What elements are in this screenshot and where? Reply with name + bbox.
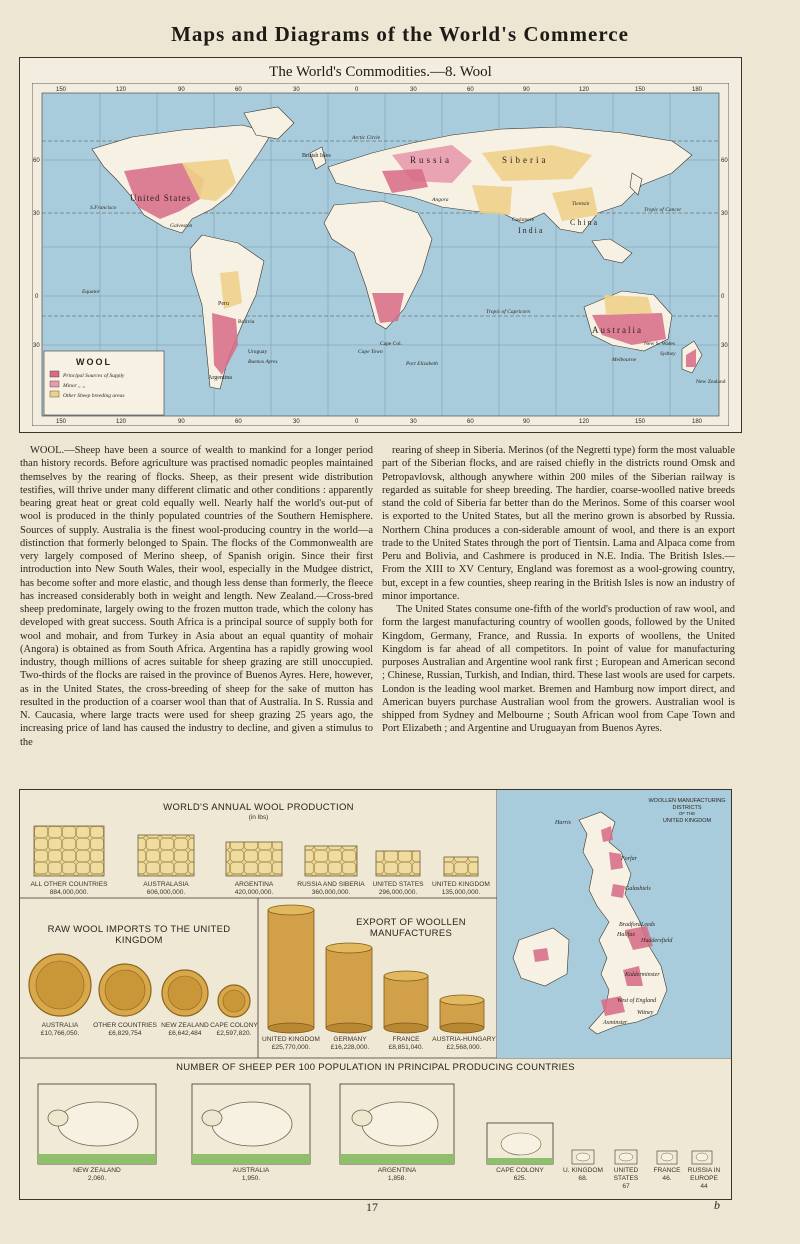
uk-place-label: West of England — [617, 998, 657, 1004]
bale-stack-australasia — [138, 835, 194, 876]
uk-place-label: Bradford — [619, 922, 641, 928]
sheep-new-zealand — [38, 1084, 156, 1164]
place-label: Melbourne — [612, 357, 637, 363]
imports-label: AUSTRALIA £10,766,050. — [40, 1022, 80, 1037]
lat-label: 30 — [33, 343, 40, 349]
bale-stack-argentina — [226, 842, 282, 876]
uk-place-label: Forfar — [621, 856, 638, 862]
uk-place-label: Harris — [555, 820, 572, 826]
lat-label: 30 — [33, 211, 40, 217]
sheep-label: UNITED STATES 67 — [613, 1167, 639, 1190]
imports-label: CAPE COLONY £2,597,820. — [210, 1022, 258, 1037]
bale-stack-us — [376, 851, 420, 876]
exports-label: FRANCE £8,851,040. — [388, 1036, 424, 1051]
legend-item: Minor „ „ — [63, 383, 86, 389]
sheep-russia — [692, 1151, 712, 1164]
uk-place-label: Leeds — [641, 922, 655, 928]
production-label: UNITED KINGDOM 135,000,000. — [432, 881, 490, 896]
bale-stack-all-other — [34, 826, 104, 876]
place-label: British Isles — [302, 153, 331, 159]
lon-label: 0 — [355, 87, 359, 93]
place-label: Siberia — [502, 155, 549, 165]
sheep-france — [657, 1151, 677, 1164]
paragraph: WOOL.—Sheep have been a source of wealth to mankind for a longer period than history records. Before agriculture was practised nomadic peoples maintained themselves by the rearing of flocks. Sheep, as their present wide distribution testifies, will thrive under many different climatic and other conditions : apparently bearing great heat or great cold equally well. Nearly half the world's out-put of wool is produced in the thinly populated countries of the Southern Hemisphere. Sources of supply. Australia is the finest wool-producing country in the world—a distinction that formerly belonged to Spain. The flocks of the Commonwealth are very largely composed of Merino sheep, of Spanish origin. Since their first introduction into New South Wales, their wool, especially in the Mudgee district, has become softer and more elastic, and though less dense than formerly, the fleece has increased considerably both in weight and length. New Zealand.—Cross-bred sheep predominate, largely owing to the frozen mutton trade, which the colony has developed with great success. South Africa is a principal source of supply both for wool and mohair, and from Turkey in Asia about an equal quantity of mohair (Angora) is obtained as from South Africa. Argentina has a rapidly growing wool industry, though millions of acres suitable for sheep grazing are still unoccupied. Two-thirds of the flocks are raised in the province of Buenos Ayres. Here, however, as in the United States, the cross-breeding of sheep for the sake of mutton has resulted in the production of a coarser wool than that of Australia. In S. Russia and N. Caucasia, where large tracts were used for sheep grazing 25 years ago, the increasing price of land has caused the industry to decline, and given a stimulus to the — [20, 445, 373, 748]
place-label: Argentina — [208, 375, 232, 381]
lon-label: 30 — [293, 419, 300, 425]
place-label: Tientsin — [572, 201, 590, 207]
imports-title: RAW WOOL IMPORTS TO THE UNITED KINGDOM — [47, 924, 231, 946]
paragraph: The United States consume one-fifth of the world's production of raw wool, and form the largest manufacturing country of woollen goods, followed by the United Kingdom, Germany, France, and Russia. In exports of woollens, the United Kingdom is far ahead of all competitors. In point of value for manufacturing purposes Australian and Argentine wool rank first ; European and American second ; Chinese, Russian, Turkish, and Indian, third. These last wools are used for carpets. London is the leading wool market. Bremen and Hamburg now import direct, and American buyers purchase Australian wool from the growers. Australian wool is shipped from Sydney and Melbourne ; South African wool from Cape Town and Port Elizabeth ; and Argentine and Uruguayan from Buenos Ayres. — [382, 604, 735, 735]
lat-label: 60 — [33, 158, 40, 164]
lon-label: 90 — [178, 87, 185, 93]
lon-label: 30 — [293, 87, 300, 93]
uk-place-label: Huddersfield — [641, 938, 673, 944]
production-unit: (in lbs) — [248, 814, 269, 821]
text-column-right — [382, 444, 735, 736]
diagram-panel — [19, 789, 732, 1200]
place-label: S.Francisco — [90, 205, 117, 211]
place-label: Cape Town — [358, 349, 383, 355]
lon-label: 150 — [56, 87, 67, 93]
arctic-circle-label: Arctic Circle — [352, 135, 381, 141]
equator-label: Equator — [82, 289, 101, 295]
tropic-capricorn-label: Tropic of Capricorn — [486, 309, 531, 315]
lat-label: 60 — [721, 158, 728, 164]
paragraph: rearing of sheep in Siberia. Merinos (of the Negretti type) form the most valuable part of the Siberian flocks, and are raised chiefly in the districts round Omsk and Petropavlovsk, although anywhere within 200 miles of the Siberian railway is regarded as suitable for sheep breeding. The hardier, coarse-woolled native breeds stand the cold of Siberia far better than do the Merinos. Some of this coarser wool is exported to the United States, but all the merino grown is absorbed by Russia. Northern China produces a con-siderable amount of wool, and there is an export trade to the United States through the port of Tientsin. Lama and Alpaca come from Peru and Bolivia, and Cashmere is produced in N.E. India. The British Isles.—From the XIII to XV Century, England was foremost as a wool-growing country, but, except in a few counties, sheep rearing in the British Isles is now an industry of minor importance. — [382, 445, 735, 602]
exports-label: UNITED KINGDOM £25,770,000. — [262, 1036, 320, 1051]
exports-label: AUSTRIA-HUNGARY £2,568,000. — [432, 1036, 496, 1051]
bale-stack-uk — [444, 857, 478, 876]
page-letter: b — [714, 1198, 720, 1212]
production-label: RUSSIA AND SIBERIA 360,000,000. — [297, 881, 365, 896]
page-number: 17 — [366, 1200, 378, 1214]
place-label: United States — [130, 193, 192, 203]
uk-map-title: WOOLLEN MANUFACTURING — [648, 798, 726, 804]
imports-label: NEW ZEALAND £6,642,484 — [161, 1022, 209, 1037]
place-label: New Zealand — [696, 379, 726, 385]
uk-place-label: Galashiels — [625, 886, 651, 892]
sheep-label: NEW ZEALAND 2,060. — [73, 1167, 121, 1182]
sheep-cape-colony — [487, 1123, 553, 1164]
lon-label: 60 — [235, 87, 242, 93]
uk-map-title: OF THE — [678, 811, 696, 816]
lon-label: 90 — [523, 87, 530, 93]
sheep-label: AUSTRALIA 1,950. — [232, 1167, 270, 1182]
lon-label: 150 — [56, 419, 67, 425]
lon-label: 60 — [467, 419, 474, 425]
world-wool-map — [19, 57, 742, 433]
uk-place-label: Kidderminster — [625, 972, 660, 978]
lon-label: 0 — [355, 419, 359, 425]
production-label: AUSTRALASIA 606,000,000. — [143, 881, 189, 896]
legend-title: WOOL — [76, 357, 112, 367]
place-label: New S. Wales — [644, 341, 675, 347]
sheep-argentina — [340, 1084, 454, 1164]
stack-france — [384, 971, 428, 1033]
production-title: WORLD'S ANNUAL WOOL PRODUCTION — [163, 802, 354, 813]
lon-label: 150 — [635, 87, 646, 93]
sheep-label: ARGENTINA 1,858. — [377, 1167, 417, 1182]
place-label: Port Elizabeth — [406, 361, 438, 367]
sheep-u-kingdom — [572, 1150, 594, 1164]
place-label: Cashmere — [512, 217, 534, 223]
lat-label: 0 — [721, 294, 725, 300]
stack-austria-hungary — [440, 995, 484, 1033]
legend-item: Principal Sources of Supply — [63, 373, 125, 379]
legend-item: Other Sheep breeding areas — [63, 393, 125, 399]
place-label: Uruguay — [248, 349, 268, 355]
lon-label: 30 — [410, 419, 417, 425]
lon-label: 180 — [692, 419, 703, 425]
place-label: Cape Col. — [380, 341, 402, 347]
place-label: Sydney — [660, 351, 676, 357]
lon-label: 120 — [579, 419, 590, 425]
map-title: The World's Commodities.—8. Wool — [269, 64, 492, 80]
sheep-label: RUSSIA IN EUROPE 44 — [687, 1167, 721, 1190]
map-legend — [44, 351, 164, 415]
sheep-australia — [192, 1084, 310, 1164]
uk-map-title: DISTRICTS — [672, 805, 702, 811]
sheep-united-states — [615, 1150, 637, 1164]
uk-wool-map — [497, 790, 731, 1058]
page-title: Maps and Diagrams of the World's Commerce — [171, 22, 629, 46]
bale-stack-russia — [305, 846, 357, 876]
place-label: Angora — [432, 197, 449, 203]
place-label: Peru — [218, 301, 229, 307]
lon-label: 60 — [235, 419, 242, 425]
lon-label: 120 — [579, 87, 590, 93]
production-label: ALL OTHER COUNTRIES 884,000,000. — [30, 881, 108, 896]
place-label: India — [518, 226, 545, 235]
tropic-cancer-label: Tropic of Cancer — [644, 207, 682, 213]
place-label: Galveston — [170, 223, 193, 229]
coin-stacks — [258, 898, 497, 1058]
exports-label: GERMANY £16,228,000. — [330, 1036, 370, 1051]
imports-label: OTHER COUNTRIES £6,829,754 — [93, 1022, 157, 1037]
stack-united-kingdom — [268, 905, 314, 1033]
sheep-label: FRANCE 46. — [653, 1167, 681, 1182]
lon-label: 30 — [410, 87, 417, 93]
lon-label: 180 — [692, 87, 703, 93]
lat-label: 0 — [35, 294, 39, 300]
lat-label: 30 — [721, 211, 728, 217]
stack-germany — [326, 943, 372, 1033]
place-label: Buenos Ayres — [248, 359, 278, 365]
text-column-left — [20, 444, 373, 749]
sheep-label: CAPE COLONY 625. — [496, 1167, 544, 1182]
exports-title: EXPORT OF WOOLLEN MANUFACTURES — [356, 917, 466, 939]
lon-label: 150 — [635, 419, 646, 425]
sheep-label: U. KINGDOM 68. — [563, 1167, 603, 1182]
lon-label: 60 — [467, 87, 474, 93]
uk-place-label: Witney — [637, 1010, 654, 1016]
production-label: ARGENTINA 420,000,000. — [234, 881, 274, 896]
lon-label: 90 — [178, 419, 185, 425]
place-label: China — [570, 218, 600, 227]
world-map-graphic — [32, 83, 729, 426]
lon-label: 90 — [523, 419, 530, 425]
place-label: Bolivia — [238, 319, 255, 325]
place-label: Russia — [410, 155, 453, 165]
lon-label: 120 — [116, 419, 127, 425]
sheep-title: NUMBER OF SHEEP PER 100 POPULATION IN PRINCIPAL PRODUCING COUNTRIES — [176, 1062, 575, 1073]
uk-place-label: Axminster — [603, 1020, 628, 1026]
production-label: UNITED STATES 296,000,000. — [372, 881, 424, 896]
lat-label: 30 — [721, 343, 728, 349]
uk-place-label: Halifax — [617, 932, 635, 938]
place-label: Australia — [592, 325, 643, 335]
uk-map-title: UNITED KINGDOM — [662, 818, 712, 824]
lon-label: 120 — [116, 87, 127, 93]
